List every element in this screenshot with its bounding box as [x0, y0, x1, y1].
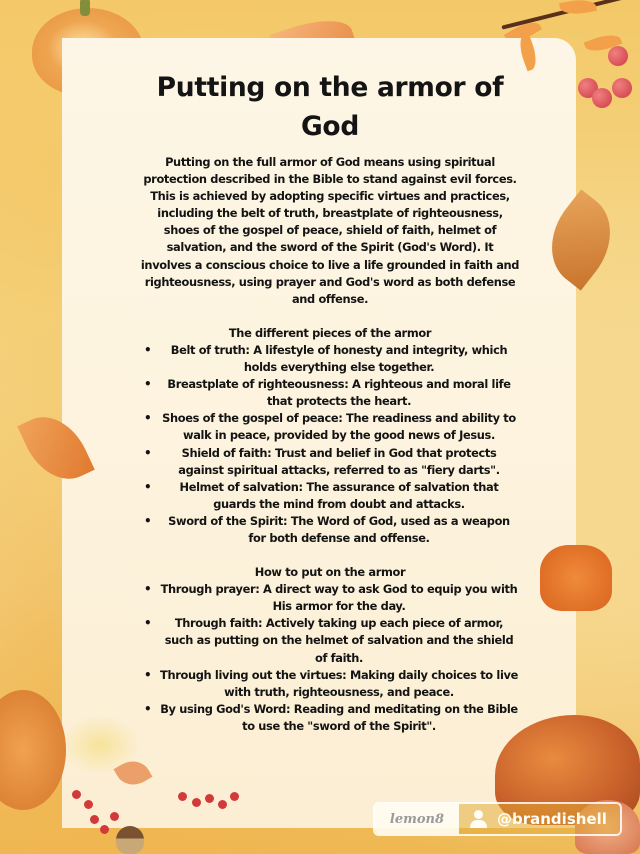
- berry-illustration: [178, 792, 187, 801]
- article: [140, 68, 520, 752]
- berry-illustration: [72, 790, 81, 799]
- berry-illustration: [218, 800, 227, 809]
- list-item: • Breastplate of righteousness: A righteous and moral life that protects the heart.: [144, 377, 511, 409]
- berry-illustration: [612, 78, 632, 98]
- berry-illustration: [592, 88, 612, 108]
- maple-leaf-illustration: [540, 545, 612, 611]
- author-handle[interactable]: [459, 804, 620, 834]
- username: @brandishell: [497, 810, 607, 828]
- list-item: • Shield of faith: Trust and belief in God that protects against spiritual attacks, referred to as "fiery darts".: [144, 445, 500, 477]
- section-heading: The different pieces of the armor: [228, 325, 432, 340]
- page-title: Putting on the armor of God: [156, 72, 504, 142]
- intro-paragraph: Putting on the full armor of God means using spiritual protection described in the Bible to stand against evil forces. This is achieved by adopting specific virtues and practices, including the belt of truth, breastplate of righteousness, shoes of the gospel of peace, shield of faith, helmet of salvation, and the sword of the Spirit (God's Word). It involves a conscious choice to live a life grounded in faith and righteousness, using prayer and God's word as both defense and offense.: [140, 155, 520, 306]
- lemon8-logo: lemon8: [375, 804, 459, 834]
- bullet-icon: •: [144, 411, 152, 426]
- lemon8-watermark: [373, 802, 622, 836]
- person-icon: [469, 810, 489, 828]
- berry-illustration: [608, 46, 628, 66]
- list-item: • Through prayer: A direct way to ask God to equip you with His armor for the day.: [144, 582, 518, 614]
- armor-pieces-section: [140, 325, 520, 547]
- list-item: • Helmet of salvation: The assurance of salvation that guards the mind from doubt and attacks.: [144, 479, 499, 511]
- acorn-illustration: [116, 826, 144, 854]
- bullet-icon: •: [144, 582, 152, 597]
- berry-illustration: [230, 792, 239, 801]
- bullet-icon: •: [144, 513, 152, 528]
- bullet-icon: •: [144, 377, 152, 392]
- list-item: • Shoes of the gospel of peace: The readiness and ability to walk in peace, provided by the good news of Jesus.: [144, 411, 516, 443]
- list-item: • By using God's Word: Reading and meditating on the Bible to use the "sword of the Spirit".: [144, 701, 518, 733]
- pumpkin-illustration: [0, 690, 66, 810]
- bullet-icon: •: [144, 701, 152, 716]
- bullet-icon: •: [144, 479, 152, 494]
- berry-illustration: [205, 794, 214, 803]
- bullet-icon: •: [144, 616, 152, 631]
- bullet-icon: •: [144, 667, 152, 682]
- leaf-illustration: [559, 0, 597, 17]
- berry-illustration: [110, 812, 119, 821]
- section-heading: How to put on the armor: [254, 565, 406, 580]
- bullet-icon: •: [144, 342, 152, 357]
- berry-illustration: [192, 798, 201, 807]
- berry-illustration: [100, 825, 109, 834]
- berry-illustration: [90, 815, 99, 824]
- how-to-section: [140, 564, 520, 735]
- list-item: • Through living out the virtues: Making daily choices to live with truth, righteousness, and peace.: [144, 667, 518, 699]
- berry-illustration: [84, 800, 93, 809]
- list-item: • Through faith: Actively taking up each piece of armor, such as putting on the helmet of salvation and the shield of faith.: [144, 616, 514, 665]
- list-item: • Sword of the Spirit: The Word of God, used as a weapon for both defense and offense.: [144, 513, 510, 545]
- bullet-icon: •: [144, 445, 152, 460]
- list-item: • Belt of truth: A lifestyle of honesty and integrity, which holds everything else together.: [144, 342, 508, 375]
